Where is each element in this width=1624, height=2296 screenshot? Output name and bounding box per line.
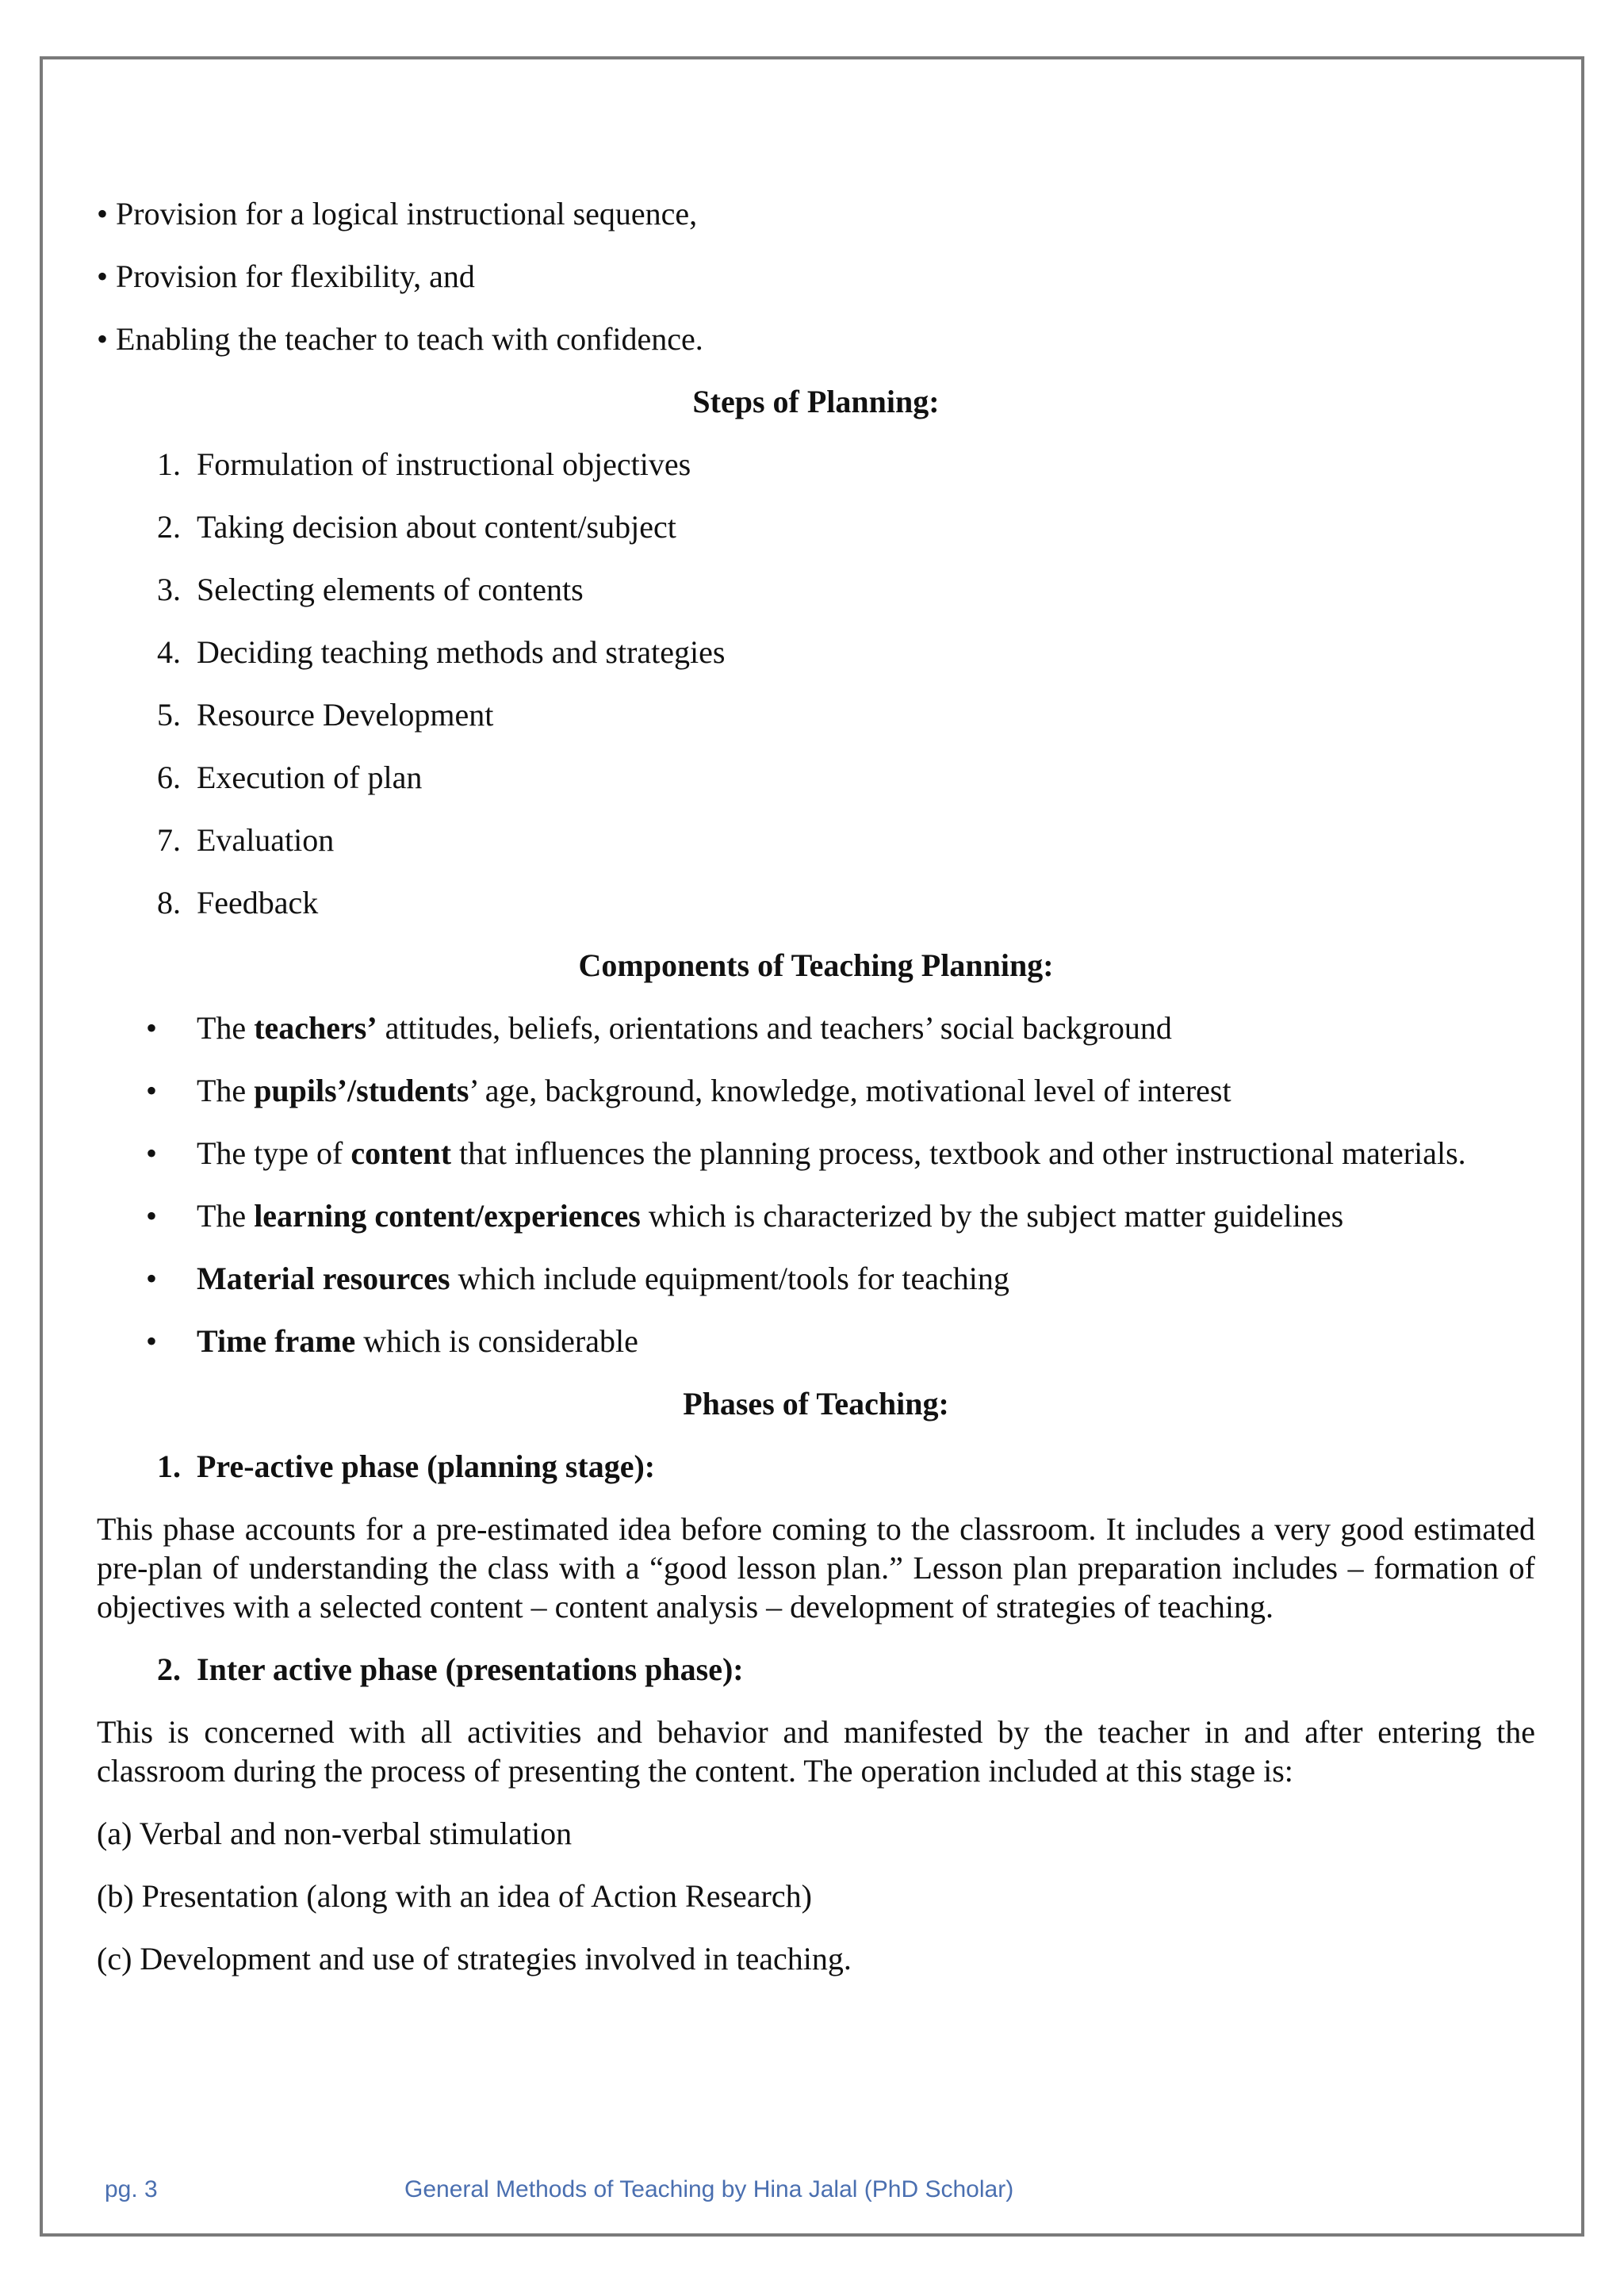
component-post: which include equipment/tools for teaching	[450, 1261, 1009, 1296]
component-pre: The	[197, 1073, 255, 1108]
stage-item: (b) Presentation (along with an idea of Action Research)	[97, 1878, 812, 1914]
bullet-glyph: •	[146, 1073, 158, 1108]
component-post: attitudes, beliefs, orientations and teachers’ social background	[377, 1010, 1172, 1046]
step-number: 1.	[157, 446, 181, 482]
step-item	[97, 445, 1535, 484]
component-item	[97, 1008, 1535, 1047]
phase-title: Inter active phase (presentations phase):	[197, 1651, 744, 1687]
bullet-glyph: •	[146, 1261, 158, 1296]
phase-number: 1.	[157, 1448, 181, 1484]
component-bold: learning content/experiences	[254, 1198, 641, 1234]
phase-title: Pre-active phase (planning stage):	[197, 1448, 656, 1484]
step-item	[97, 821, 1535, 859]
intro-bullet: • Provision for a logical instructional sequence,	[97, 196, 698, 232]
component-text	[197, 1259, 1535, 1298]
step-text: Resource Development	[197, 697, 494, 733]
component-item	[97, 1196, 1535, 1235]
component-bold: Time frame	[197, 1323, 356, 1359]
steps-heading: Steps of Planning:	[692, 384, 940, 419]
component-pre: The	[197, 1010, 255, 1046]
phase-heading	[97, 1447, 1535, 1486]
component-post: ’ age, background, knowledge, motivational level of interest	[469, 1073, 1231, 1108]
stage-item: (a) Verbal and non-verbal stimulation	[97, 1816, 573, 1851]
bullet-glyph: •	[146, 1323, 158, 1359]
phase-description: This phase accounts for a pre-estimated idea before coming to the classroom. It includes a very good estimated pre-plan of understanding the class with a “good lesson plan.” Lesson plan preparation includes – formation of objectives with a selected content – content analysis – development of strategies of teaching.	[97, 1511, 1535, 1624]
bullet-glyph: •	[146, 1135, 158, 1171]
component-post: which is considerable	[355, 1323, 638, 1359]
component-post: which is characterized by the subject matter guidelines	[640, 1198, 1344, 1234]
intro-bullet: • Provision for flexibility, and	[97, 258, 475, 294]
document-body	[97, 194, 1535, 2002]
step-text: Execution of plan	[197, 760, 423, 795]
footer-title: General Methods of Teaching by Hina Jalal (PhD Scholar)	[404, 2176, 1014, 2202]
component-bold: teachers’	[254, 1010, 377, 1046]
step-number: 4.	[157, 634, 181, 670]
step-item	[97, 633, 1535, 672]
step-item	[97, 758, 1535, 797]
bullet-glyph: •	[146, 1010, 158, 1046]
component-bold: pupils’/students	[254, 1073, 469, 1108]
component-pre: The	[197, 1198, 255, 1234]
component-post: that influences the planning process, textbook and other instructional materials.	[451, 1135, 1466, 1171]
components-heading: Components of Teaching Planning:	[578, 947, 1054, 983]
phases-heading: Phases of Teaching:	[683, 1386, 949, 1422]
intro-bullet: • Enabling the teacher to teach with confidence.	[97, 321, 703, 357]
step-number: 3.	[157, 572, 181, 607]
step-item	[97, 695, 1535, 734]
component-bold: content	[350, 1135, 452, 1171]
component-text	[197, 1008, 1535, 1047]
step-item	[97, 507, 1535, 546]
component-text	[197, 1134, 1535, 1173]
step-text: Evaluation	[197, 822, 335, 858]
step-number: 8.	[157, 885, 181, 920]
component-item	[97, 1322, 1535, 1360]
step-number: 2.	[157, 509, 181, 545]
step-text: Deciding teaching methods and strategies	[197, 634, 726, 670]
component-item	[97, 1071, 1535, 1110]
bullet-glyph: •	[146, 1198, 158, 1234]
component-text	[197, 1322, 1535, 1360]
step-number: 5.	[157, 697, 181, 733]
step-text: Formulation of instructional objectives	[197, 446, 691, 482]
step-item	[97, 570, 1535, 609]
step-number: 7.	[157, 822, 181, 858]
step-item	[97, 883, 1535, 922]
component-text	[197, 1196, 1535, 1235]
step-text: Feedback	[197, 885, 319, 920]
component-text	[197, 1071, 1535, 1110]
component-pre: The type of	[197, 1135, 351, 1171]
component-bold: Material resources	[197, 1261, 450, 1296]
footer-page-number: pg. 3	[105, 2176, 158, 2202]
component-item	[97, 1259, 1535, 1298]
step-text: Taking decision about content/subject	[197, 509, 676, 545]
step-text: Selecting elements of contents	[197, 572, 584, 607]
phase-description: This is concerned with all activities and behavior and manifested by the teacher in and after entering the classroom during the process of presenting the content. The operation included at this stage is:	[97, 1714, 1535, 1789]
stage-item: (c) Development and use of strategies involved in teaching.	[97, 1941, 852, 1976]
phase-heading	[97, 1650, 1535, 1689]
component-item	[97, 1134, 1535, 1173]
phase-number: 2.	[157, 1651, 181, 1687]
step-number: 6.	[157, 760, 181, 795]
